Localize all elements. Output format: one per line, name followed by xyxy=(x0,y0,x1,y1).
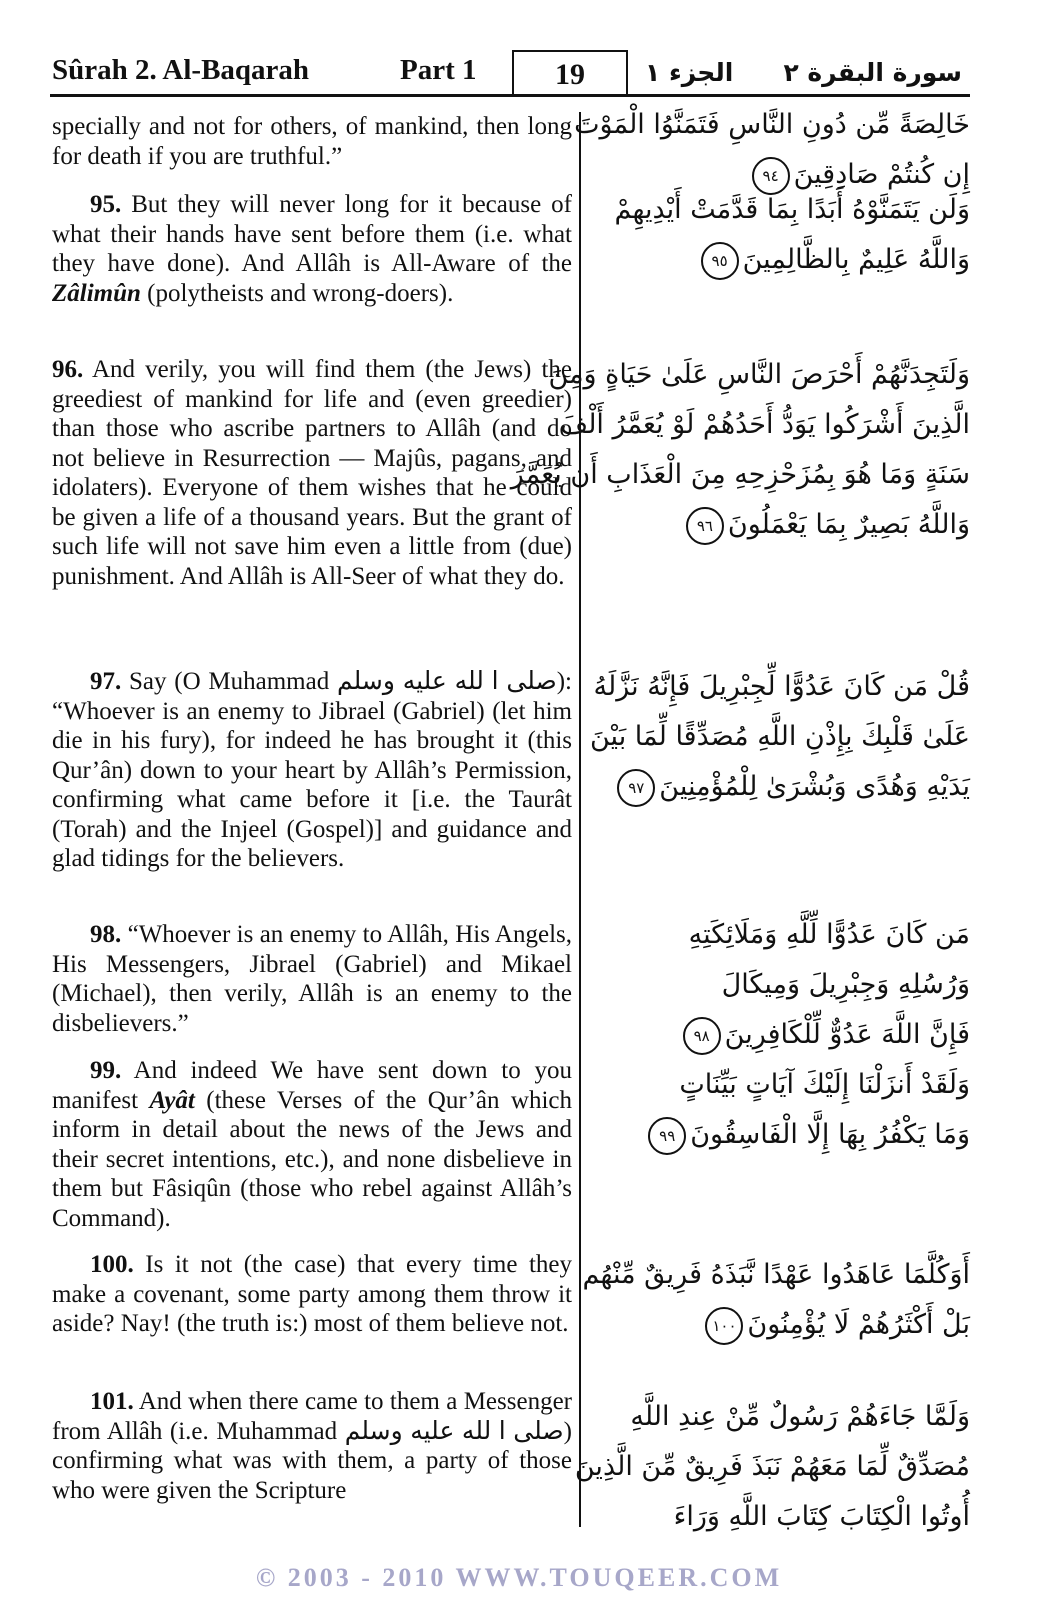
verse-text: (polytheists and wrong-doers). xyxy=(140,279,454,307)
verse-100-arabic xyxy=(582,1250,970,1350)
verse-101-arabic xyxy=(574,1392,970,1542)
verse-95-arabic xyxy=(592,185,970,285)
verse-text: And verily, you will find them (the Jews) the greediest of mankind for life and (even greedier) than those who ascribe partners to Allâh (and do not believe in Resurrection — Majûs, pagans, and idolaters). Everyone of them wishes that he could be given a life of a thousand years. But the grant of such life will not save him even a little from (due) punishment. And Allâh is All-Seer of what they do. xyxy=(52,356,572,590)
arabic-line: خَالِصَةً مِّن دُونِ النَّاسِ فَتَمَنَّوُا الْمَوْتَ xyxy=(574,109,970,140)
verse-number: 95. xyxy=(90,191,122,218)
arabic-line: سَنَةٍ وَمَا هُوَ بِمُزَحْزِحِهِ مِنَ الْعَذَابِ أَن يُعَمَّرَ xyxy=(510,459,970,490)
arabic-line: يَدَيْهِ وَهُدًى وَبُشْرَىٰ لِلْمُؤْمِنِينَ xyxy=(659,771,970,802)
verse-101-english xyxy=(52,1387,572,1505)
copyright-footer: © 2003 - 2010 WWW.TOUQEER.COM xyxy=(255,1563,783,1592)
arabic-line: فَإِنَّ اللَّهَ عَدُوٌّ لِّلْكَافِرِينَ xyxy=(724,1019,970,1050)
arabic-line: وَاللَّهُ بَصِيرٌ بِمَا يَعْمَلُونَ xyxy=(727,509,970,540)
arabic-line: وَلَن يَتَمَنَّوْهُ أَبَدًا بِمَا قَدَّمَتْ أَيْدِيهِمْ xyxy=(614,194,970,225)
part-label-english: Part 1 xyxy=(400,54,477,86)
arabic-line: وَرُسُلِهِ وَجِبْرِيلَ وَمِيكَالَ xyxy=(721,969,970,1000)
verse-94-english xyxy=(52,112,572,171)
ayah-number-marker: ٩٥ xyxy=(701,242,739,280)
verse-97-english xyxy=(52,667,572,874)
arabic-line: عَلَىٰ قَلْبِكَ بِإِذْنِ اللَّهِ مُصَدِّقًا لِّمَا بَيْنَ xyxy=(590,721,970,752)
verse-text: specially and not for others, of mankind, then long for death if you are truthful.” xyxy=(52,113,572,170)
arabic-line: أُوتُوا الْكِتَابَ كِتَابَ اللَّهِ وَرَاءَ xyxy=(673,1501,970,1532)
verse-text: And when there came to them a Messenger from Allâh (i.e. Muhammad صلى ا لله عليه وسلم) confirming what was with them, a party of those who were given the Scripture xyxy=(52,1388,572,1504)
arabic-line: إِن كُنتُمْ صَادِقِينَ xyxy=(793,159,970,190)
arabic-line: بَلْ أَكْثَرُهُمْ لَا يُؤْمِنُونَ xyxy=(747,1309,970,1340)
arabic-line: وَمَا يَكْفُرُ بِهَا إِلَّا الْفَاسِقُونَ xyxy=(690,1119,970,1150)
verse-97-arabic xyxy=(592,662,970,812)
verse-95-english xyxy=(52,190,572,308)
verse-100-english xyxy=(52,1250,572,1339)
page-header xyxy=(50,50,970,96)
ayah-number-marker: ٩٨ xyxy=(683,1017,721,1055)
arabic-line: أَوَكُلَّمَا عَاهَدُوا عَهْدًا نَّبَذَهُ فَرِيقٌ مِّنْهُم xyxy=(582,1259,970,1290)
arabic-line: مَن كَانَ عَدُوًّا لِّلَّهِ وَمَلَائِكَتِهِ xyxy=(688,919,970,950)
verse-96-english xyxy=(52,355,572,591)
header-rule xyxy=(50,94,970,97)
arabic-line: وَلَتَجِدَنَّهُمْ أَحْرَصَ النَّاسِ عَلَىٰ حَيَاةٍ وَمِنَ xyxy=(548,359,970,390)
ayah-number-marker: ٩٩ xyxy=(648,1117,686,1155)
page-number: 19 xyxy=(512,50,628,94)
ayah-number-marker: ٩٦ xyxy=(686,507,724,545)
verse-96-arabic xyxy=(510,350,970,550)
arabic-line: وَلَقَدْ أَنزَلْنَا إِلَيْكَ آيَاتٍ بَيِّنَاتٍ xyxy=(679,1069,970,1100)
verse-italic-term: Ayât xyxy=(149,1086,195,1114)
arabic-line: الَّذِينَ أَشْرَكُوا يَوَدُّ أَحَدُهُمْ لَوْ يُعَمَّرُ أَلْفَ xyxy=(560,409,970,440)
column-divider xyxy=(579,112,581,1527)
verse-text: And indeed We have sent down to you manifest xyxy=(52,1057,572,1114)
surah-title-arabic: سورة البقرة ٢ xyxy=(783,58,962,87)
verse-99-english xyxy=(52,1056,572,1233)
verse-text: Is it not (the case) that every time they make a covenant, some party among them throw it aside? Nay! (the truth is:) most of them believe not. xyxy=(52,1251,572,1337)
ayah-number-marker: ١٠٠ xyxy=(705,1307,743,1345)
verse-number: 96. xyxy=(52,356,84,383)
verse-text: (these Verses of the Qur’ân which inform in detail about the news of the Jews and their secret intentions, etc.), and none disbelieve in them but Fâsiqûn (those who rebel against Allâh’s Command). xyxy=(52,1086,572,1232)
verse-number: 97. xyxy=(90,668,122,695)
verse-99-arabic xyxy=(592,1060,970,1160)
verse-italic-term: Zâlimûn xyxy=(52,279,141,307)
ayah-number-marker: ٩٤ xyxy=(752,157,790,195)
arabic-line: وَاللَّهُ عَلِيمٌ بِالظَّالِمِينَ xyxy=(742,244,970,275)
ayah-number-marker: ٩٧ xyxy=(617,769,655,807)
verse-text: Say (O Muhammad صلى ا لله عليه وسلم): “Whoever is an enemy to Jibrael (Gabriel) (let him die in his fury), for indeed he has brought it (this Qur’ân) down to your heart by Allâh’s Permission, confirming what came before it [i.e. the Taurât (Torah) and the Injeel (Gospel)] and guidance and glad tidings for the believers. xyxy=(52,668,572,872)
arabic-line: مُصَدِّقٌ لِّمَا مَعَهُمْ نَبَذَ فَرِيقٌ مِّنَ الَّذِينَ xyxy=(574,1451,970,1482)
surah-title-english: Sûrah 2. Al-Baqarah xyxy=(52,54,310,86)
verse-98-arabic xyxy=(592,910,970,1060)
verse-text: But they will never long for it because of what their hands have sent before them (i.e. what they have done). And Allâh is All-Aware of the xyxy=(52,191,572,277)
verse-text: “Whoever is an enemy to Allâh, His Angels, His Messengers, Jibrael (Gabriel) and Mikael (Michael), then verily, Allâh is an enemy to the disbelievers.” xyxy=(52,921,572,1037)
verse-number: 101. xyxy=(90,1388,134,1415)
arabic-line: وَلَمَّا جَاءَهُمْ رَسُولٌ مِّنْ عِندِ اللَّهِ xyxy=(630,1401,970,1432)
arabic-line: قُلْ مَن كَانَ عَدُوًّا لِّجِبْرِيلَ فَإِنَّهُ نَزَّلَهُ xyxy=(593,671,970,702)
part-label-arabic: الجزء ١ xyxy=(645,58,734,87)
verse-98-english xyxy=(52,920,572,1038)
verse-number: 99. xyxy=(90,1057,122,1084)
verse-number: 98. xyxy=(90,921,122,948)
verse-number: 100. xyxy=(90,1251,134,1278)
